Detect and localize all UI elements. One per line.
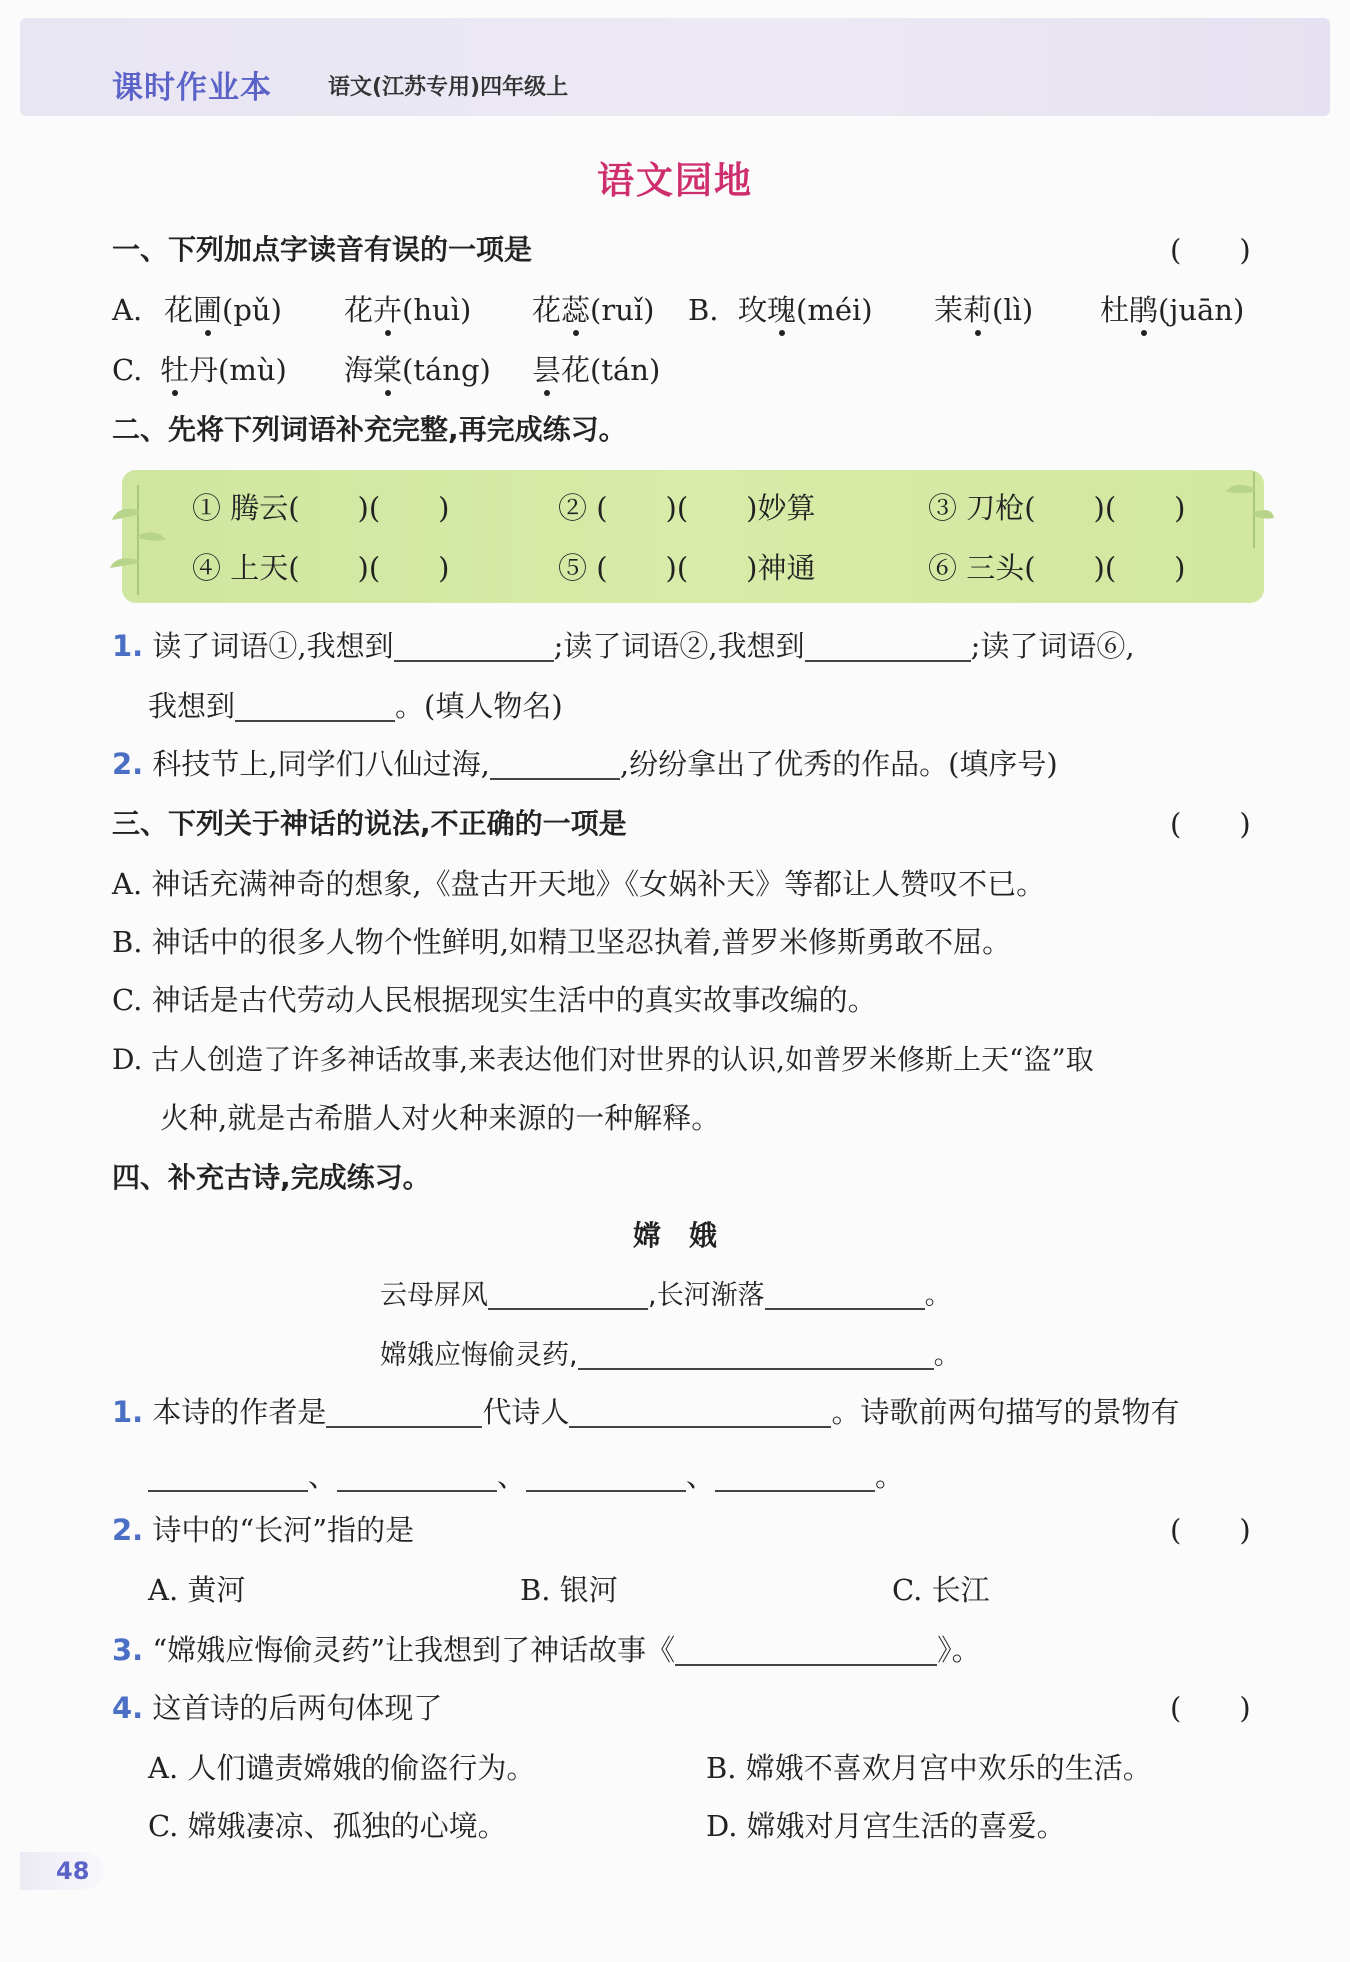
answer-blank[interactable] [326,1396,482,1428]
answer-blank[interactable] [578,1338,934,1370]
section-3-heading: 三、下列关于神话的说法,不正确的一项是 [112,807,627,840]
s1-a-item-3: 花蕊(ruǐ) [532,290,654,330]
s1-b-item-1: 玫瑰(méi) [738,290,873,330]
idiom-1[interactable]: ① 腾云( )( ) [192,491,450,525]
s4-q2-option-b[interactable]: B. 银河 [520,1573,618,1607]
brand-title: 课时作业本 [112,70,272,106]
s3-option-d[interactable]: D. 古人创造了许多神话故事,来表达他们对世界的认识,如普罗米修斯上天“盗”取 [112,1043,1094,1076]
s1-option-b[interactable]: B. 玫瑰(méi) 茉莉(lì) 杜鹃(juān) [688,290,719,330]
page-title: 语文园地 [597,159,753,202]
answer-paren-1[interactable]: ( ) [1170,233,1251,267]
idiom-2[interactable]: ② ( )( )妙算 [558,491,816,525]
poem-title: 嫦 娥 [632,1219,717,1252]
section-1-heading: 一、下列加点字读音有误的一项是 [112,233,533,266]
s4-question-1-blanks: 、 、 、 。 [148,1456,904,1496]
bamboo-leaf-icon [108,480,168,600]
answer-blank[interactable] [148,1460,308,1492]
poem-line-1: 云母屏风 ,长河渐落 。 [380,1280,952,1311]
s4-q2-option-a[interactable]: A. 黄河 [148,1573,246,1607]
s2-question-1: 1. 读了词语①,我想到 ;读了词语②,我想到 ;读了词语⑥, [112,629,1135,663]
s1-b-item-3: 杜鹃(juān) [1100,290,1244,330]
s1-option-c[interactable]: C. 牡丹(mù) 海棠(táng) 昙花(tán) [112,350,142,390]
s4-question-4: 4. 这首诗的后两句体现了 [112,1691,443,1725]
s3-option-b[interactable]: B. 神话中的很多人物个性鲜明,如精卫坚忍执着,普罗米修斯勇敢不屈。 [112,925,1012,959]
idiom-box [122,470,1264,603]
idiom-3[interactable]: ③ 刀枪( )( ) [928,491,1186,525]
s4-q4-option-a[interactable]: A. 人们谴责嫦娥的偷盗行为。 [148,1751,536,1785]
s4-q4-option-b[interactable]: B. 嫦娥不喜欢月宫中欢乐的生活。 [706,1751,1152,1785]
s1-c-item-1: 牡丹(mù) [160,350,287,390]
s3-option-c[interactable]: C. 神话是古代劳动人民根据现实生活中的真实故事改编的。 [112,983,877,1017]
answer-blank[interactable] [526,1460,686,1492]
section-4-heading: 四、补充古诗,完成练习。 [112,1161,431,1194]
s4-q4-option-d[interactable]: D. 嫦娥对月宫生活的喜爱。 [706,1809,1066,1843]
answer-blank[interactable] [765,1278,925,1310]
section-2-heading: 二、先将下列词语补充完整,再完成练习。 [112,413,627,446]
answer-blank[interactable] [394,630,554,662]
s4-question-1: 1. 本诗的作者是 代诗人 。诗歌前两句描写的景物有 [112,1395,1180,1429]
answer-blank[interactable] [235,690,395,722]
idiom-5[interactable]: ⑤ ( )( )神通 [558,551,816,585]
s4-question-2: 2. 诗中的“长河”指的是 [112,1513,415,1547]
s4-q2-option-c[interactable]: C. 长江 [892,1573,990,1607]
answer-blank[interactable] [337,1460,497,1492]
answer-blank[interactable] [490,748,620,780]
poem-line-2: 嫦娥应悔偷灵药, 。 [380,1340,961,1371]
header-bar [20,18,1330,116]
s1-a-item-2: 花卉(huì) [344,290,471,330]
page-number: 48 [20,1852,104,1890]
s1-c-item-3: 昙花(tán) [532,350,660,390]
idiom-6[interactable]: ⑥ 三头( )( ) [928,551,1186,585]
s4-question-3: 3. “嫦娥应悔偷灵药”让我想到了神话故事《 》。 [112,1633,981,1667]
answer-paren-4-4[interactable]: ( ) [1170,1691,1251,1725]
answer-blank[interactable] [569,1396,831,1428]
s4-q4-option-c[interactable]: C. 嫦娥凄凉、孤独的心境。 [148,1809,507,1843]
answer-paren-3[interactable]: ( ) [1170,807,1251,841]
answer-paren-4-2[interactable]: ( ) [1170,1513,1251,1547]
s1-b-item-2: 茉莉(lì) [934,290,1033,330]
s1-option-a[interactable]: A. 花圃(pǔ) 花卉(huì) 花蕊(ruǐ) [112,290,142,330]
s2-question-2: 2. 科技节上,同学们八仙过海, ,纷纷拿出了优秀的作品。(填序号) [112,747,1058,781]
idiom-4[interactable]: ④ 上天( )( ) [192,551,450,585]
s1-a-item-1: 花圃(pǔ) [164,290,282,330]
answer-blank[interactable] [488,1278,648,1310]
answer-blank[interactable] [805,630,971,662]
book-subtitle: 语文(江苏专用)四年级上 [328,75,569,100]
bamboo-leaf-icon [1214,470,1274,550]
s3-option-a[interactable]: A. 神话充满神奇的想象,《盘古开天地》《女娲补天》等都让人赞叹不已。 [112,867,1046,901]
s1-c-item-2: 海棠(táng) [344,350,491,390]
s3-option-d-cont: 火种,就是古希腊人对火种来源的一种解释。 [160,1101,721,1135]
answer-blank[interactable] [715,1460,875,1492]
answer-blank[interactable] [675,1634,937,1666]
s2-question-1-cont: 我想到 。(填人物名) [148,689,563,723]
